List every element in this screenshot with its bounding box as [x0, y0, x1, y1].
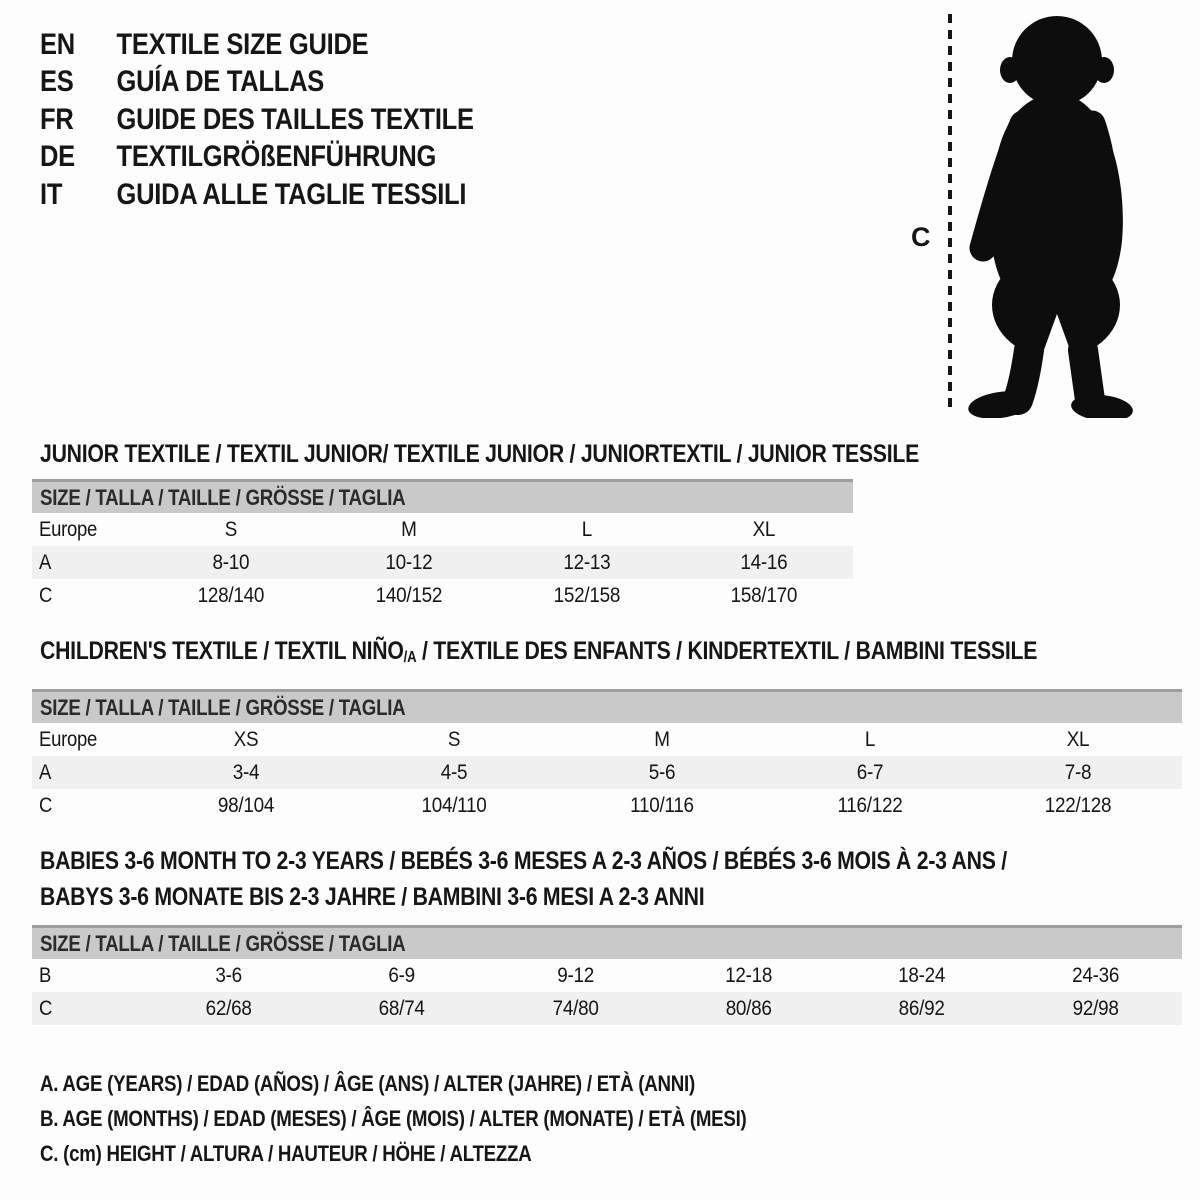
table-row: C 62/68 68/74 74/80 80/86 86/92 92/98: [32, 992, 1182, 1025]
lang-label: TEXTILGRÖßENFÜHRUNG: [116, 140, 437, 174]
lang-code: IT: [40, 177, 63, 211]
children-section-title: CHILDREN'S TEXTILE / TEXTIL NIÑO/A / TEXTILE DES ENFANTS / KINDERTEXTIL / BAMBINI TESSILE: [40, 637, 1038, 666]
table-row: B 3-6 6-9 9-12 12-18 18-24 24-36: [32, 959, 1182, 992]
table-row: A 3-4 4-5 5-6 6-7 7-8: [32, 756, 1182, 789]
lang-row-es: [40, 64, 474, 102]
size-header-label: SIZE / TALLA / TAILLE / GRÖSSE / TAGLIA: [40, 931, 406, 956]
children-size-table: [32, 689, 1182, 822]
row-label: A: [39, 551, 52, 574]
lang-row-fr: [40, 101, 474, 139]
row-label: Europe: [39, 518, 98, 541]
table-row: Europe XS S M L XL: [32, 723, 1182, 756]
lang-label: GUIDE DES TAILLES TEXTILE: [116, 102, 474, 136]
junior-size-table: [32, 479, 853, 612]
row-label: Europe: [39, 728, 98, 751]
lang-row-it: [40, 176, 474, 214]
baby-silhouette-icon: [967, 16, 1135, 418]
lang-label: GUÍA DE TALLAS: [116, 65, 325, 99]
language-header: [40, 26, 550, 214]
lang-code: ES: [40, 65, 74, 99]
legend-line-b: B. AGE (MONTHS) / EDAD (MESES) / ÂGE (MOIS) / ALTER (MONATE) / ETÀ (MESI): [40, 1106, 747, 1131]
row-label: C: [39, 794, 53, 817]
height-figure: [905, 6, 1190, 418]
babies-size-table: [32, 925, 1182, 1025]
table-row: A 8-10 10-12 12-13 14-16: [32, 546, 853, 579]
table-row: C 98/104 104/110 110/116 116/122 122/128: [32, 789, 1182, 822]
babies-section-title: BABIES 3-6 MONTH TO 2-3 YEARS / BEBÉS 3-6 MESES A 2-3 AÑOS / BÉBÉS 3-6 MOIS À 2-3 ANS / BABYS 3-6 MONATE BIS 2-3 JAHRE / BAMBINI 3-6 MESI A 2-3 ANNI: [40, 847, 1007, 911]
lang-row-de: [40, 139, 474, 177]
lang-label: TEXTILE SIZE GUIDE: [116, 27, 369, 61]
measure-legend: [40, 1066, 871, 1171]
height-figure-svg: [905, 6, 1190, 418]
table-row: Europe S M L XL: [32, 513, 853, 546]
lang-row-en: [40, 26, 474, 64]
size-header-label: SIZE / TALLA / TAILLE / GRÖSSE / TAGLIA: [40, 485, 406, 510]
lang-label: GUIDA ALLE TAGLIE TESSILI: [116, 177, 467, 211]
size-header-label: SIZE / TALLA / TAILLE / GRÖSSE / TAGLIA: [40, 695, 406, 720]
row-label: A: [39, 761, 52, 784]
height-measure-label: C: [911, 222, 931, 252]
table-header-bar: [32, 925, 1182, 959]
lang-code: DE: [40, 140, 75, 174]
row-label: C: [39, 584, 53, 607]
legend-line-a: A. AGE (YEARS) / EDAD (AÑOS) / ÂGE (ANS) / ALTER (JAHRE) / ETÀ (ANNI): [40, 1071, 695, 1096]
lang-code: EN: [40, 27, 75, 61]
legend-line-c: C. (cm) HEIGHT / ALTURA / HAUTEUR / HÖHE / ALTEZZA: [40, 1141, 532, 1166]
row-label: B: [39, 964, 52, 987]
table-header-bar: [32, 479, 853, 513]
row-label: C: [39, 997, 53, 1020]
table-row: C 128/140 140/152 152/158 158/170: [32, 579, 853, 612]
junior-section-title: JUNIOR TEXTILE / TEXTIL JUNIOR/ TEXTILE JUNIOR / JUNIORTEXTIL / JUNIOR TESSILE: [40, 440, 920, 468]
table-header-bar: [32, 689, 1182, 723]
lang-code: FR: [40, 102, 74, 136]
